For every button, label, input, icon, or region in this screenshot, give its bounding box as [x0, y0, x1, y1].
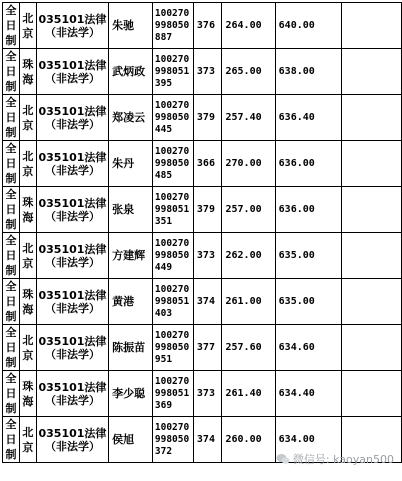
empty-cell — [341, 371, 401, 417]
major-cell — [36, 3, 108, 49]
mode-cell: 全日制 — [3, 417, 20, 463]
major-cell — [36, 279, 108, 325]
mode-cell: 全日制 — [3, 187, 20, 233]
major-type: （非法学） — [44, 301, 100, 315]
total-score-cell: 636.00 — [275, 187, 341, 233]
major-cell — [36, 95, 108, 141]
total-score-cell: 640.00 — [275, 3, 341, 49]
student-id-cell: 100270998050449 — [152, 233, 193, 279]
table-row — [3, 279, 402, 325]
major-type: （非法学） — [44, 255, 100, 269]
table-row — [3, 325, 402, 371]
name-cell: 黄港 — [109, 279, 153, 325]
student-id-cell: 100270998050951 — [152, 325, 193, 371]
score-1-cell: 374 — [193, 417, 222, 463]
empty-cell — [341, 49, 401, 95]
total-score-cell: 635.00 — [275, 233, 341, 279]
major-cell — [36, 233, 108, 279]
name-cell: 郑凌云 — [109, 95, 153, 141]
mode-cell: 全日制 — [3, 325, 20, 371]
major-cell — [36, 371, 108, 417]
score-2-cell: 257.60 — [222, 325, 275, 371]
major-type: （非法学） — [44, 71, 100, 85]
major-code: 035101法律 — [38, 196, 107, 210]
major-code: 035101法律 — [38, 242, 107, 256]
student-id-cell: 100270998050485 — [152, 141, 193, 187]
score-2-cell: 264.00 — [222, 3, 275, 49]
score-1-cell: 379 — [193, 187, 222, 233]
score-1-cell: 379 — [193, 95, 222, 141]
mode-cell: 全日制 — [3, 371, 20, 417]
name-cell: 方建辉 — [109, 233, 153, 279]
campus-cell: 珠海 — [19, 187, 36, 233]
total-score-cell: 635.00 — [275, 279, 341, 325]
major-code: 035101法律 — [38, 334, 107, 348]
table-row — [3, 49, 402, 95]
total-score-cell: 636.40 — [275, 95, 341, 141]
major-type: （非法学） — [44, 117, 100, 131]
total-score-cell: 634.60 — [275, 325, 341, 371]
major-type: （非法学） — [44, 209, 100, 223]
major-code: 035101法律 — [38, 104, 107, 118]
watermark — [276, 451, 394, 467]
score-table-body — [3, 3, 402, 463]
major-type: （非法学） — [44, 393, 100, 407]
empty-cell — [341, 3, 401, 49]
major-code: 035101法律 — [38, 380, 107, 394]
score-1-cell: 373 — [193, 371, 222, 417]
empty-cell — [341, 233, 401, 279]
empty-cell — [341, 187, 401, 233]
name-cell: 武炳政 — [109, 49, 153, 95]
watermark-text: 微信号: kaoyan500 — [292, 453, 394, 466]
name-cell: 张泉 — [109, 187, 153, 233]
wechat-icon — [276, 453, 290, 465]
campus-cell: 北京 — [19, 3, 36, 49]
student-id-cell: 100270998051395 — [152, 49, 193, 95]
major-code: 035101法律 — [38, 150, 107, 164]
score-1-cell: 374 — [193, 279, 222, 325]
major-type: （非法学） — [44, 163, 100, 177]
table-row — [3, 371, 402, 417]
table-row — [3, 141, 402, 187]
score-2-cell: 265.00 — [222, 49, 275, 95]
table-row — [3, 233, 402, 279]
major-type: （非法学） — [44, 347, 100, 361]
score-2-cell: 262.00 — [222, 233, 275, 279]
score-2-cell: 257.00 — [222, 187, 275, 233]
score-2-cell: 257.40 — [222, 95, 275, 141]
major-code: 035101法律 — [38, 12, 107, 26]
mode-cell: 全日制 — [3, 95, 20, 141]
student-id-cell: 100270998050887 — [152, 3, 193, 49]
total-score-cell: 634.40 — [275, 371, 341, 417]
campus-cell: 珠海 — [19, 279, 36, 325]
empty-cell — [341, 141, 401, 187]
major-type: （非法学） — [44, 439, 100, 453]
student-id-cell: 100270998050372 — [152, 417, 193, 463]
major-cell — [36, 49, 108, 95]
mode-cell: 全日制 — [3, 279, 20, 325]
major-type: （非法学） — [44, 25, 100, 39]
name-cell: 侯旭 — [109, 417, 153, 463]
student-id-cell: 100270998051369 — [152, 371, 193, 417]
score-table — [2, 2, 402, 463]
student-id-cell: 100270998051403 — [152, 279, 193, 325]
student-id-cell: 100270998051351 — [152, 187, 193, 233]
total-score-cell: 634.00 — [275, 417, 341, 463]
score-2-cell: 270.00 — [222, 141, 275, 187]
campus-cell: 北京 — [19, 417, 36, 463]
empty-cell — [341, 279, 401, 325]
campus-cell: 北京 — [19, 141, 36, 187]
major-cell — [36, 141, 108, 187]
empty-cell — [341, 95, 401, 141]
total-score-cell: 636.00 — [275, 141, 341, 187]
mode-cell: 全日制 — [3, 141, 20, 187]
name-cell: 朱丹 — [109, 141, 153, 187]
major-cell — [36, 417, 108, 463]
major-code: 035101法律 — [38, 288, 107, 302]
name-cell: 朱驰 — [109, 3, 153, 49]
student-id-cell: 100270998050445 — [152, 95, 193, 141]
total-score-cell: 638.00 — [275, 49, 341, 95]
score-1-cell: 373 — [193, 233, 222, 279]
major-cell — [36, 325, 108, 371]
score-1-cell: 377 — [193, 325, 222, 371]
mode-cell: 全日制 — [3, 49, 20, 95]
table-row — [3, 187, 402, 233]
campus-cell: 北京 — [19, 95, 36, 141]
campus-cell: 珠海 — [19, 371, 36, 417]
score-1-cell: 376 — [193, 3, 222, 49]
mode-cell: 全日制 — [3, 3, 20, 49]
campus-cell: 珠海 — [19, 49, 36, 95]
major-cell — [36, 187, 108, 233]
campus-cell: 北京 — [19, 325, 36, 371]
score-1-cell: 373 — [193, 49, 222, 95]
table-row — [3, 3, 402, 49]
name-cell: 陈振苗 — [109, 325, 153, 371]
name-cell: 李少聪 — [109, 371, 153, 417]
campus-cell: 北京 — [19, 233, 36, 279]
table-row — [3, 95, 402, 141]
score-2-cell: 260.00 — [222, 417, 275, 463]
empty-cell — [341, 325, 401, 371]
score-2-cell: 261.40 — [222, 371, 275, 417]
major-code: 035101法律 — [38, 426, 107, 440]
score-2-cell: 261.00 — [222, 279, 275, 325]
major-code: 035101法律 — [38, 58, 107, 72]
score-1-cell: 366 — [193, 141, 222, 187]
mode-cell: 全日制 — [3, 233, 20, 279]
